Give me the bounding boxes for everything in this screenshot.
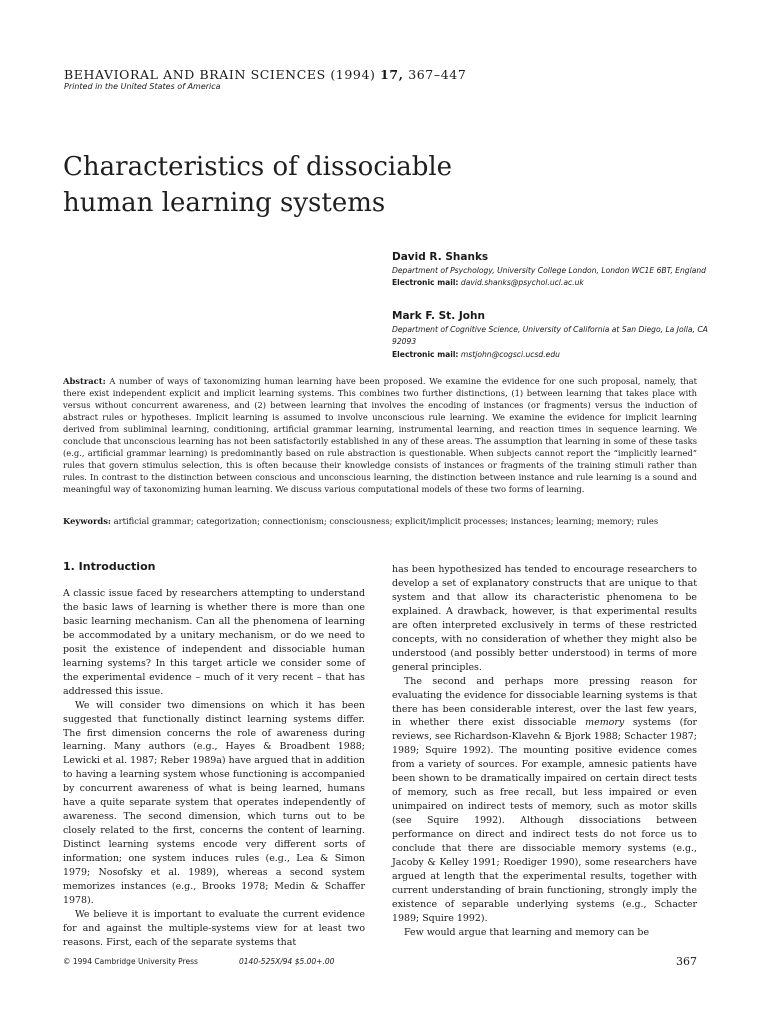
title-line-1: Characteristics of dissociable [63, 152, 453, 182]
body-column-left [63, 587, 365, 950]
author-email[interactable]: david.shanks@psychol.ucl.ac.uk [460, 278, 584, 288]
keywords-text: artificial grammar; categorization; connectionism; consciousness; explicit/implicit processes; instances; learning; memory; rules [113, 516, 659, 526]
paragraph: Few would argue that learning and memory can be [404, 926, 650, 938]
author-email-line [392, 277, 722, 289]
keywords [63, 515, 697, 527]
emphasis: memory [585, 717, 625, 729]
printed-notice: Printed in the United States of America [64, 82, 221, 91]
body-column-right [392, 563, 697, 940]
article-title [63, 149, 583, 221]
paragraph-text: systems (for reviews, see Richardson-Klavehn & Bjork 1988; Schacter 1987; 1989; Squire 1992). The mounting positive evidence comes from a variety of sources. For example, amnesic patients have been shown to be dramatically impaired on certain direct tests of memory, such as free recall, but less impaired or even unimpaired on indirect tests of memory, such as motor skills (see Squire 1992). Although dissociations between performance on direct and indirect tests do not force us to conclude that there are dissociable memory systems (e.g., Jacoby & Kelley 1991; Roediger 1990), some researchers have argued at length that the experimental results, together with current understanding of brain functioning, strongly imply the existence of separable underlying systems (e.g., Schacter 1989; Squire 1992). [392, 717, 698, 924]
paragraph: We will consider two dimensions on which it has been suggested that functionally distinct learning systems differ. The first dimension concerns the role of awareness during learning. Many authors (e.g., Hayes & Broadbent 1988; Lewicki et al. 1987; Reber 1989a) have argued that in addition to having a learning system whose functioning is accompanied by concurrent awareness of what is being learned, humans have a quite separate system that operates independently of awareness. The second dimension, which turns out to be closely related to the first, concerns the content of learning. Distinct learning systems encode very different sorts of information; one system induces rules (e.g., Lea & Simon 1979; Nosofsky et al. 1989), whereas a second system memorizes instances (e.g., Brooks 1978; Medin & Schaffer 1978). [63, 699, 365, 906]
paragraph: A classic issue faced by researchers attempting to understand the basic laws of learning is whether there is more than one basic learning mechanism. Can all the phenomena of learning be accommodated by a unitary mechanism, or do we need to posit the existence of independent and dissociable human learning systems? In this target article we consider some of the experimental evidence – much of it very recent – that has addressed this issue. [63, 588, 365, 697]
page-number: 367 [676, 955, 697, 968]
author-email-line [392, 349, 722, 361]
author-name: David R. Shanks [392, 251, 489, 263]
copyright-notice: © 1994 Cambridge University Press [63, 957, 198, 966]
paragraph [392, 675, 697, 926]
author-name: Mark F. St. John [392, 310, 485, 322]
title-line-2: human learning systems [63, 188, 386, 218]
page-footer [63, 955, 697, 971]
article-code: 0140-525X/94 $5.00+.00 [239, 957, 335, 966]
email-label: Electronic mail: [392, 278, 459, 288]
paragraph: We believe it is important to evaluate the current evidence for and against the multiple-systems view for at least two reasons. First, each of the separate systems that [63, 908, 365, 948]
author-email[interactable]: mstjohn@cogsci.ucsd.edu [460, 349, 560, 359]
author-affiliation: Department of Cognitive Science, University of California at San Diego, La Jolla, CA 92093 [392, 325, 708, 347]
abstract-text: A number of ways of taxonomizing human learning have been proposed. We examine the evidence for one such proposal, namely, that there exist independent explicit and implicit learning systems. This combines two further distinctions, (1) between learning that takes place with versus without concurrent awareness, and (2) between learning that involves the encoding of instances (or fragments) versus the induction of abstract rules or hypotheses. Implicit learning is assumed to involve unconscious rule learning. We examine the evidence for implicit learning derived from subliminal learning, conditioning, artificial grammar learning, instrumental learning, and reaction times in sequence learning. We conclude that unconscious learning has not been satisfactorily established in any of these areas. The assumption that learning in some of these tasks (e.g., artificial grammar learning) is predominantly based on rule abstraction is questionable. When subjects cannot report the “implicitly learned” rules that govern stimulus selection, this is often because their knowledge consists of instances or fragments of the training stimuli rather than rules. In contrast to the distinction between conscious and unconscious learning, the distinction between instance and rule learning is a sound and meaningful way of taxonomizing human learning. We discuss various computational models of these two forms of learning. [63, 376, 698, 495]
abstract [63, 375, 697, 495]
journal-name: BEHAVIORAL AND BRAIN SCIENCES (1994) [64, 67, 376, 82]
email-label: Electronic mail: [392, 349, 459, 359]
abstract-label: Abstract: [63, 376, 106, 386]
paragraph-text: The second and perhaps more pressing reason for evaluating the evidence for dissociable learning systems is that there has been considerable interest, over the last few years, in whether there exist dissociable [392, 675, 697, 729]
paragraph: has been hypothesized has tended to encourage researchers to develop a set of explanatory constructs that are unique to that system and that allow its characteristic phenomena to be explained. A drawback, however, is that experimental results are often interpreted exclusively in terms of these restricted concepts, with no consideration of whether they might also be understood (and possibly better understood) in terms of more general principles. [392, 564, 697, 673]
author-block [392, 250, 722, 290]
section-heading: 1. Introduction [63, 560, 156, 573]
author-affiliation: Department of Psychology, University College London, London WC1E 6BT, England [392, 266, 707, 275]
journal-pages: 367–447 [408, 67, 467, 82]
author-block [392, 309, 722, 361]
keywords-label: Keywords: [63, 516, 111, 526]
journal-citation [64, 67, 466, 82]
journal-volume: 17, [380, 67, 404, 82]
